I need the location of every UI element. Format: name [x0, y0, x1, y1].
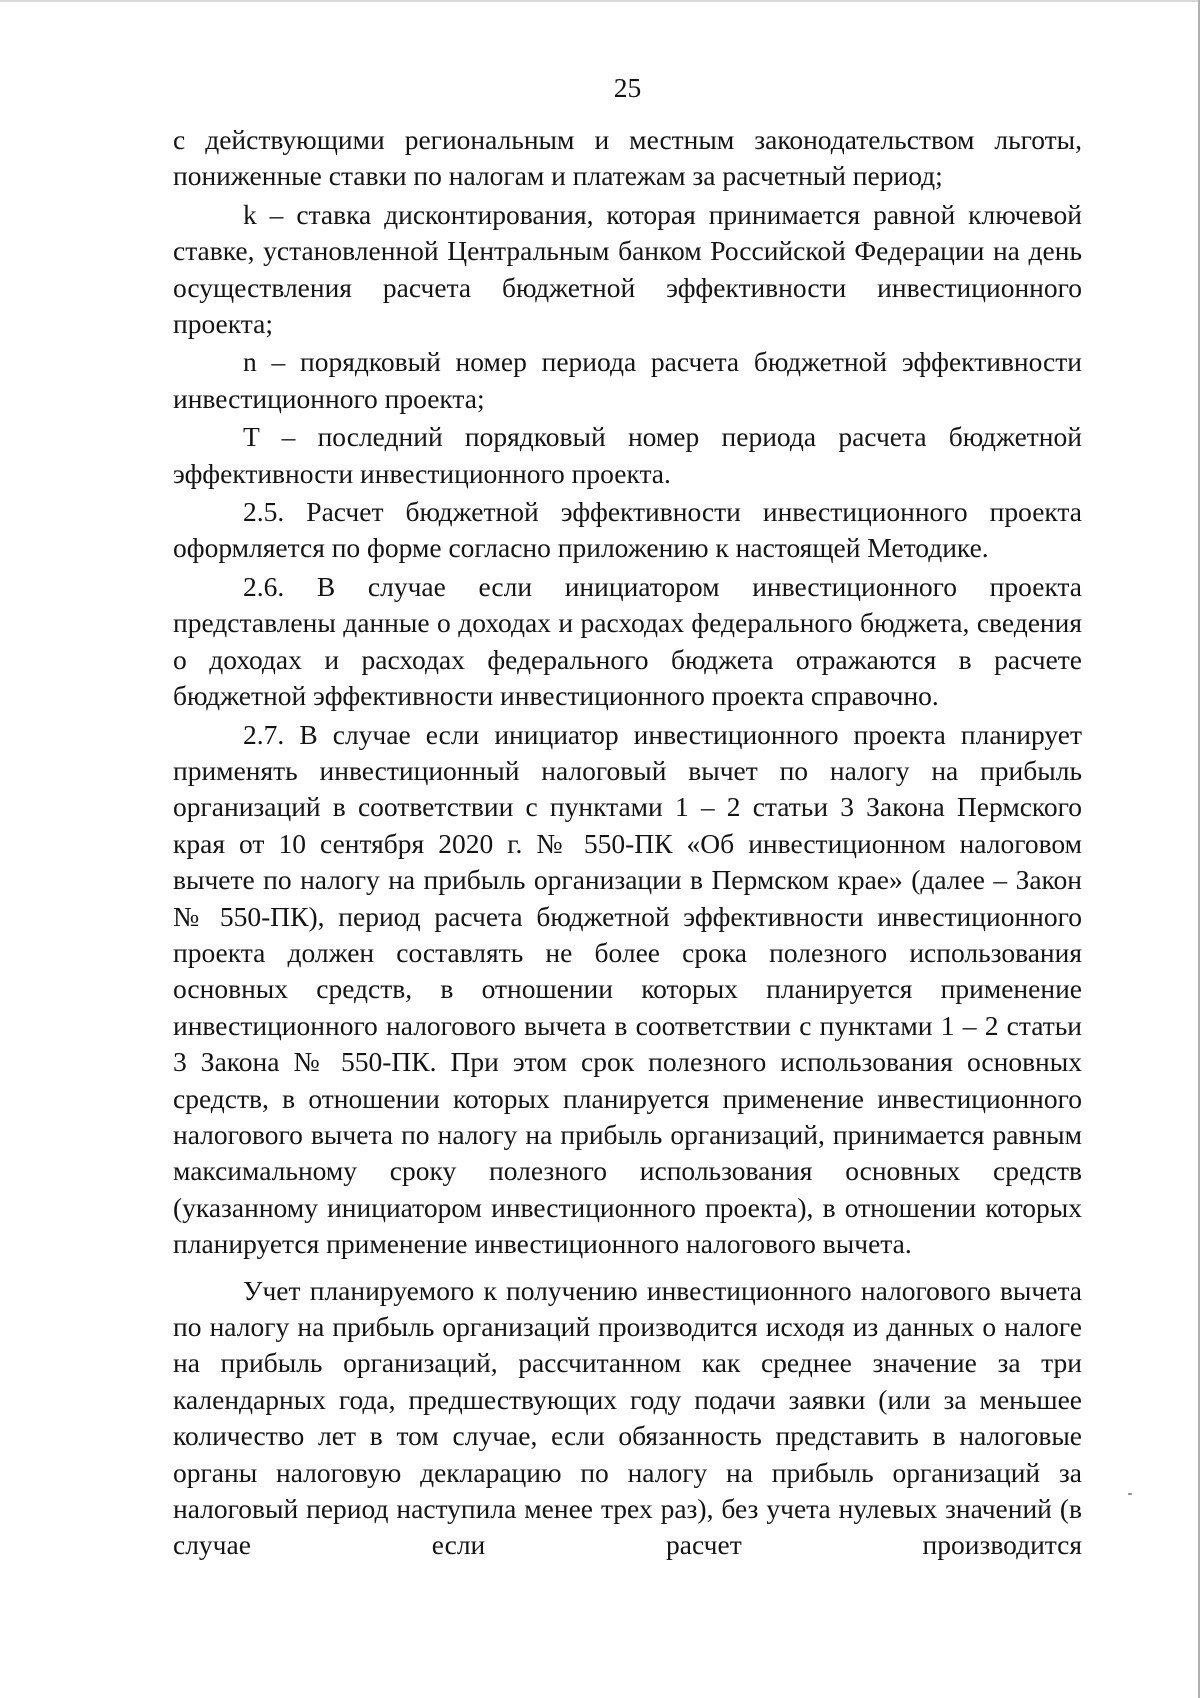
paragraph-2-6: 2.6. В случае если инициатором инвестиционного проекта представлены данные о доходах и расходах федерального бюджета, сведения о доходах и расходах федерального бюджета отражаются в расчете бюджетной эффективности инвестиционного проекта справочно.	[173, 570, 1082, 712]
paragraph-2-5: 2.5. Расчет бюджетной эффективности инвестиционного проекта оформляется по форме согласно приложению к настоящей Методике.	[173, 496, 1082, 564]
paragraph-k-definition: k – ставка дисконтирования, которая принимается равной ключевой ставке, установленной Центральным банком Российской Федерации на день осуществления расчета бюджетной эффективности инвестиционного проекта;	[173, 198, 1082, 340]
paragraph-t-definition: T – последний порядковый номер периода расчета бюджетной эффективности инвестиционного проекта.	[173, 421, 1082, 489]
paragraph-continued-text: с действующими региональным и местным законодательством льготы, пониженные ставки по налогам и платежам за расчетный период;	[173, 124, 1082, 192]
paragraph-2-7: 2.7. В случае если инициатор инвестиционного проекта планирует применять инвестиционный налоговый вычет по налогу на прибыль организаций в соответствии с пунктами 1 – 2 статьи 3 Закона Пермского края от 10 сентября 2020 г. № 550-ПК «Об инвестиционном налоговом вычете по налогу на прибыль организации в Пермском крае» (далее – Закон № 550-ПК), период расчета бюджетной эффективности инвестиционного проекта должен составлять не более срока полезного использования основных средств, в отношении которых планируется применение инвестиционного налогового вычета в соответствии с пунктами 1 – 2 статьи 3 Закона № 550-ПК. При этом срок полезного использования основных средств, в отношении которых планируется применение инвестиционного налогового вычета по налогу на прибыль организаций, принимается равным максимальному сроку полезного использования основных средств (указанному инициатором инвестиционного проекта), в отношении которых планируется применение инвестиционного налогового вычета.	[173, 718, 1082, 1260]
scan-edge-top	[0, 0, 1200, 2]
scan-speck	[1128, 1493, 1132, 1495]
paragraph-tax-deduction-accounting: Учет планируемого к получению инвестиционного налогового вычета по налогу на прибыль организаций производится исходя из данных о налоге на прибыль организаций, рассчитанном как среднее значение за три календарных года, предшествующих году подачи заявки (или за меньшее количество лет в том случае, если обязанность представить в налоговые органы налоговую декларацию по налогу на прибыль организаций за налоговый период наступила менее трех раз), без учета нулевых значений (в случае если расчет производится	[173, 1274, 1082, 1561]
paragraph-n-definition: n – порядковый номер периода расчета бюджетной эффективности инвестиционного проекта;	[173, 346, 1082, 414]
page-number: 25	[613, 72, 642, 103]
document-page	[173, 70, 1082, 1564]
